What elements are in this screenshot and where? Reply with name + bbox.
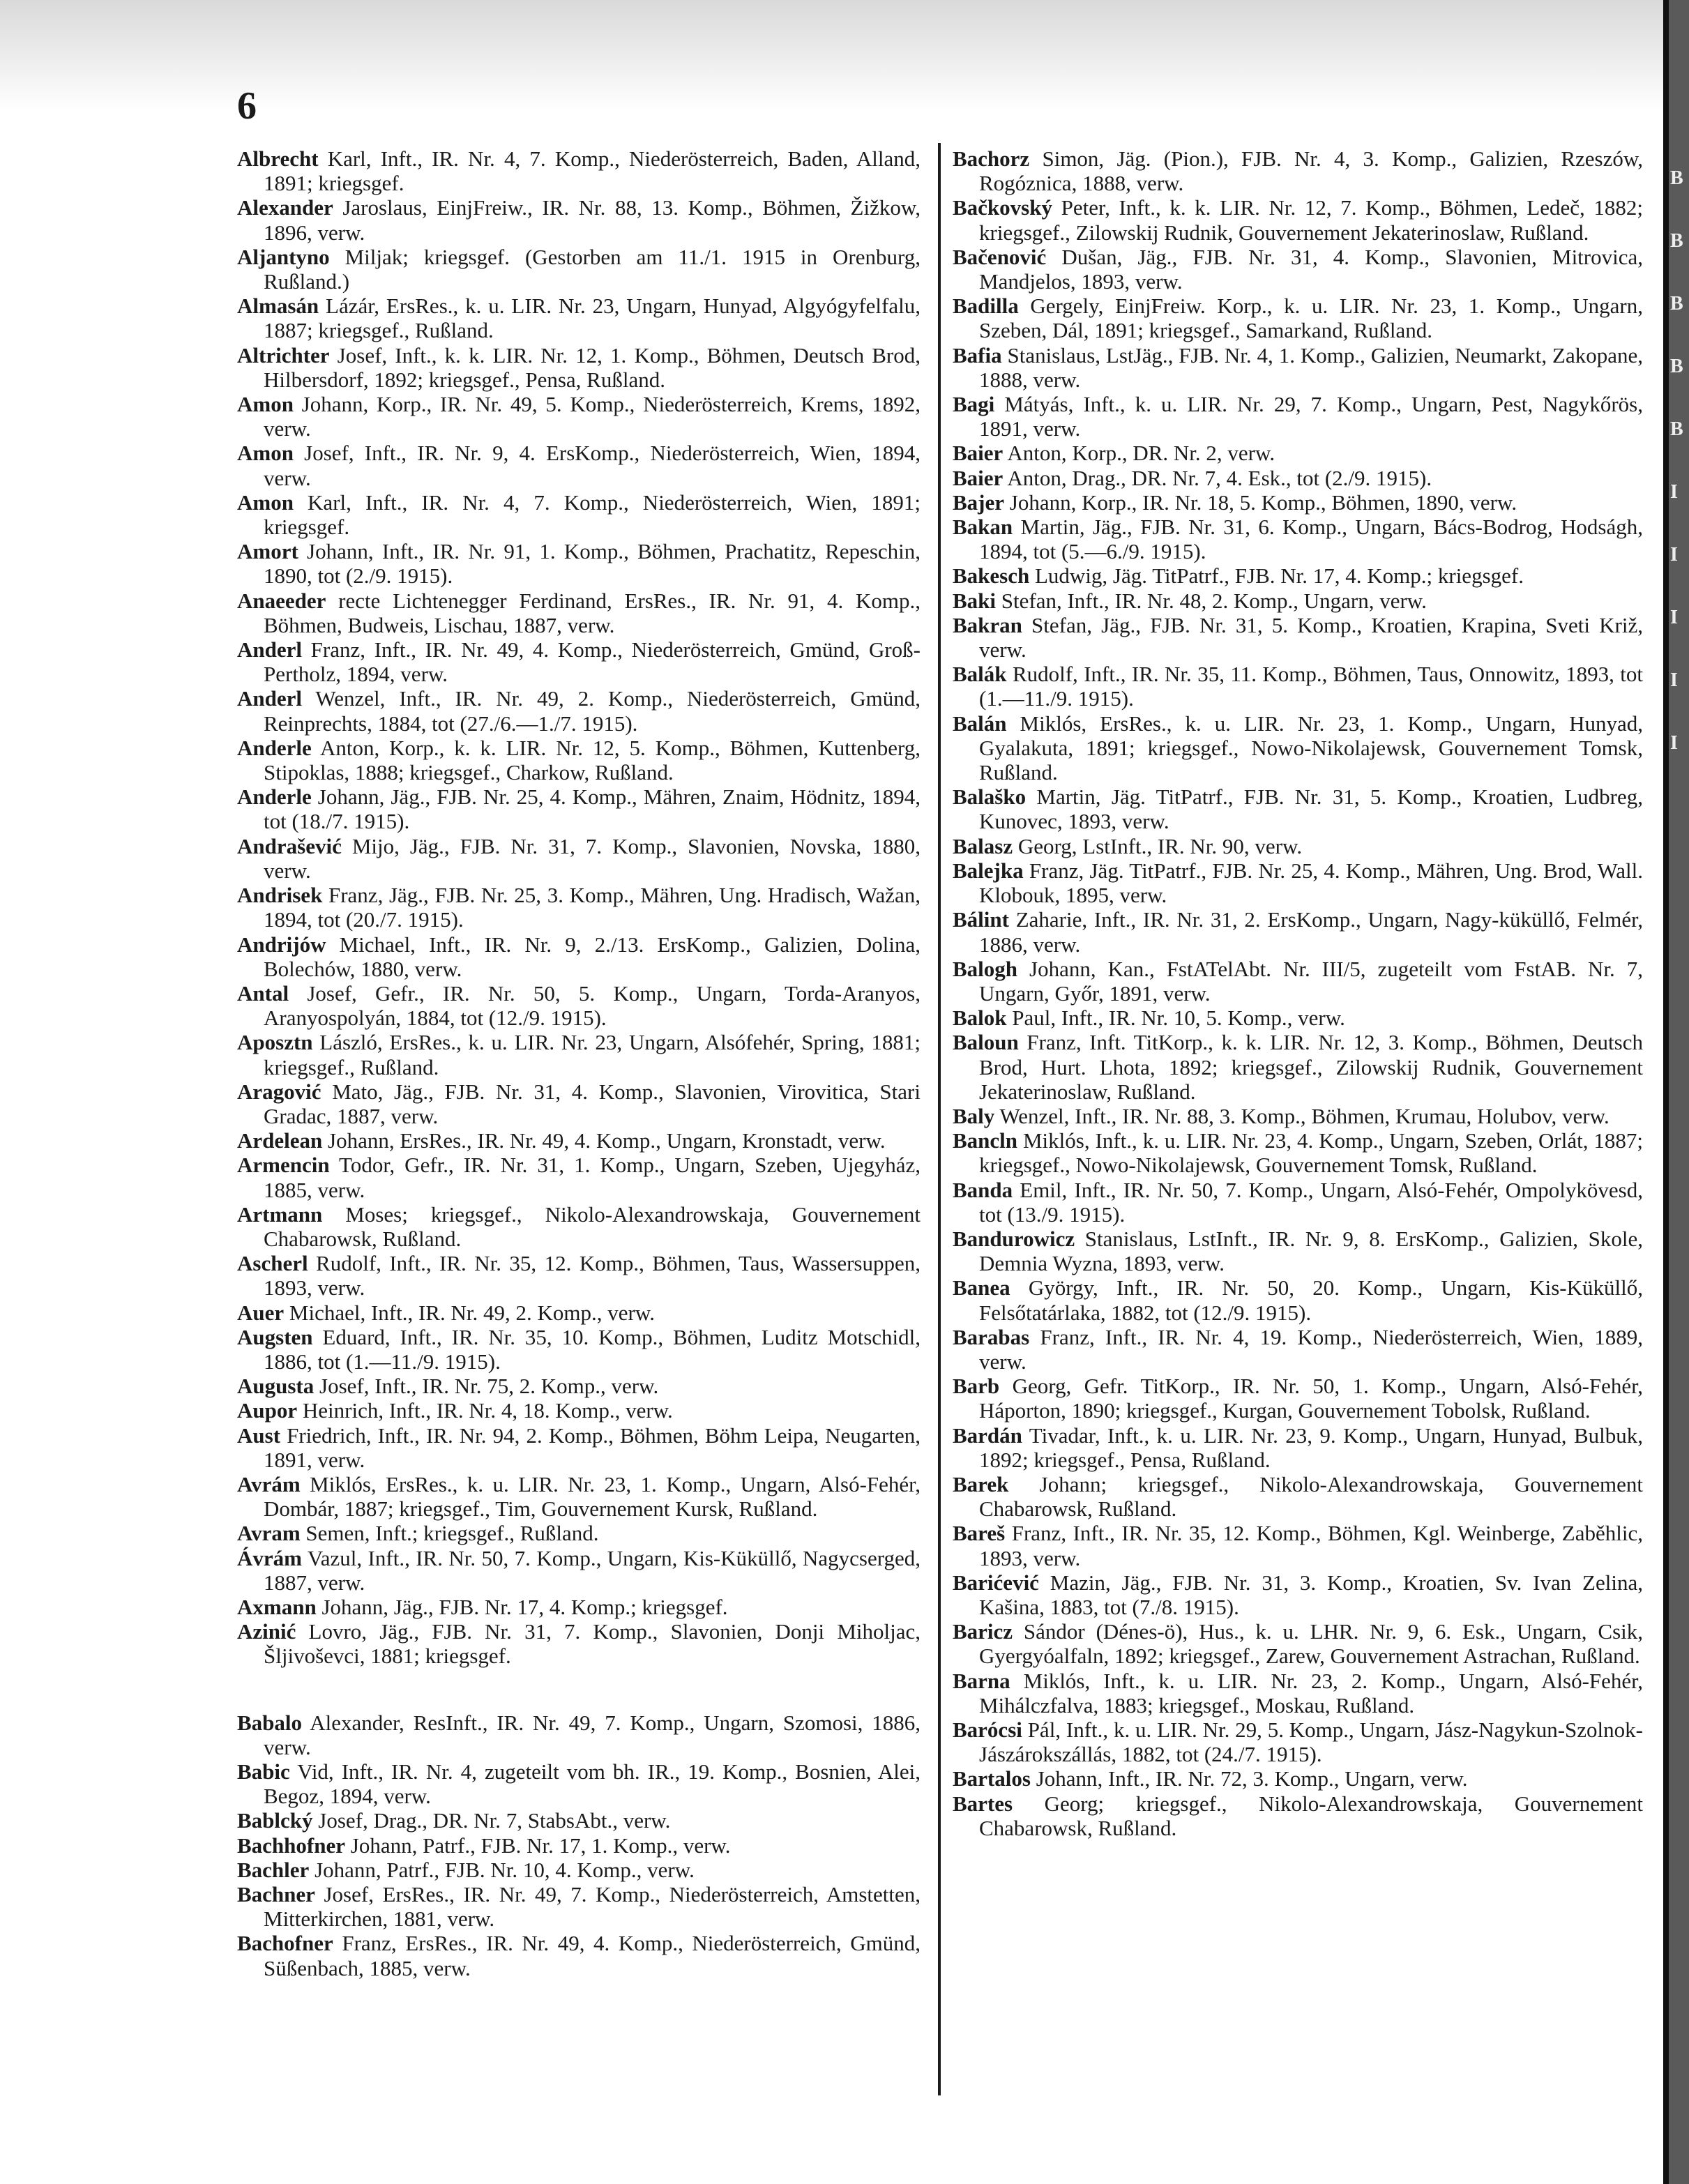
entry-surname: Bakan [953, 515, 1013, 540]
edge-letter: I [1670, 544, 1678, 566]
left-column [237, 146, 921, 1980]
entry-surname: Badilla [953, 294, 1019, 319]
register-entry [237, 1079, 921, 1128]
entry-details: Todor, Gefr., IR. Nr. 31, 1. Komp., Ungarn, Szeben, Ujegyház, 1885, verw. [264, 1153, 921, 1202]
entry-details: Zaharie, Inft., IR. Nr. 31, 2. ErsKomp., Ungarn, Nagy-küküllő, Felmér, 1886, verw. [979, 907, 1643, 957]
entry-details: Ludwig, Jäg. TitPatrf., FJB. Nr. 17, 4. Komp.; kriegsgef. [1029, 563, 1524, 589]
register-entry [953, 1669, 1643, 1717]
entry-details: Simon, Jäg. (Pion.), FJB. Nr. 4, 3. Komp., Galizien, Rzeszów, Rogóznica, 1888, verw. [979, 146, 1643, 196]
entry-details: Karl, Inft., IR. Nr. 4, 7. Komp., Niederösterreich, Baden, Alland, 1891; kriegsgef. [264, 146, 921, 196]
register-entry [237, 1398, 921, 1423]
entry-surname: Balok [953, 1006, 1007, 1031]
entry-details: Josef, Gefr., IR. Nr. 50, 5. Komp., Ungarn, Torda-Aranyos, Aranyospolyán, 1884, tot (12./9. 1915). [264, 980, 921, 1031]
entry-surname: Baki [953, 588, 997, 613]
entry-details: Tivadar, Inft., k. u. LIR. Nr. 23, 9. Komp., Ungarn, Hunyad, Bulbuk, 1892; kriegsgef., Pensa, Rußland. [979, 1423, 1643, 1472]
entry-details: Franz, Inft., IR. Nr. 49, 4. Komp., Niederösterreich, Gmünd, Groß-Pertholz, 1894, verw. [264, 637, 921, 687]
entry-surname: Aposztn [237, 1030, 313, 1055]
entry-details: Mato, Jäg., FJB. Nr. 31, 4. Komp., Slavonien, Virovitica, Stari Gradac, 1887, verw. [264, 1079, 921, 1128]
register-entry [237, 589, 921, 637]
register-entry [237, 195, 921, 244]
entry-surname: Avrám [237, 1471, 301, 1496]
entry-surname: Augsten [237, 1324, 313, 1349]
register-entry [237, 883, 921, 932]
register-entry [237, 1423, 921, 1472]
register-entry [237, 1202, 921, 1251]
edge-letter: B [1670, 230, 1683, 252]
register-entry [953, 1178, 1643, 1227]
entry-surname: Barna [953, 1668, 1010, 1693]
register-entry [953, 1472, 1643, 1521]
entry-surname: Almasán [237, 294, 319, 319]
entry-details: Miklós, ErsRes., k. u. LIR. Nr. 23, 1. Komp., Ungarn, Hunyad, Gyalakuta, 1891; kriegsgef., Nowo-Nikolajewsk, Gouvernement Tomsk, Rußland. [979, 711, 1643, 785]
entry-surname: Balák [953, 662, 1007, 687]
entry-surname: Aust [237, 1423, 281, 1448]
entry-details: Josef, Inft., k. k. LIR. Nr. 12, 1. Komp., Böhmen, Deutsch Brod, Hilbersdorf, 1892; kriegsgef., Pensa, Rußland. [264, 342, 921, 392]
register-entry [953, 858, 1643, 907]
entry-surname: Bancln [953, 1128, 1018, 1153]
entry-details: Johann, Patrf., FJB. Nr. 10, 4. Komp., verw. [309, 1857, 695, 1882]
entry-surname: Andrisek [237, 883, 323, 908]
register-entry [953, 1374, 1643, 1423]
entry-surname: Bartalos [953, 1766, 1031, 1791]
entry-surname: Babic [237, 1759, 290, 1784]
register-entry [237, 1711, 921, 1759]
register-entry [237, 1546, 921, 1595]
entry-details: Stefan, Jäg., FJB. Nr. 31, 5. Komp., Kroatien, Krapina, Sveti Križ, verw. [979, 612, 1643, 662]
entry-surname: Bálint [953, 907, 1009, 932]
entry-surname: Antal [237, 980, 289, 1006]
register-entry [953, 1227, 1643, 1275]
entry-details: Karl, Inft., IR. Nr. 4, 7. Komp., Niederösterreich, Wien, 1891; kriegsgef. [264, 490, 921, 540]
entry-details: Stanislaus, LstInft., IR. Nr. 9, 8. ErsKomp., Galizien, Skole, Demnia Wyzna, 1893, verw. [979, 1226, 1643, 1276]
page-number: 6 [237, 84, 257, 128]
register-entry [953, 466, 1643, 490]
entry-surname: Ávrám [237, 1545, 302, 1570]
entry-surname: Bachorz [953, 146, 1030, 171]
entry-surname: Balogh [953, 956, 1018, 981]
column-divider [938, 143, 941, 2095]
entry-surname: Augusta [237, 1374, 315, 1399]
entry-surname: Baier [953, 465, 1003, 490]
entry-surname: Ascherl [237, 1251, 308, 1276]
entry-surname: Bačkovský [953, 195, 1052, 220]
register-entry [953, 662, 1643, 711]
entry-details: Semen, Inft.; kriegsgef., Rußland. [300, 1521, 599, 1546]
entry-surname: Azinić [237, 1619, 296, 1644]
entry-details: Friedrich, Inft., IR. Nr. 94, 2. Komp., Böhmen, Böhm Leipa, Neugarten, 1891, verw. [264, 1423, 921, 1472]
edge-letter: I [1670, 481, 1678, 503]
register-entry [953, 195, 1643, 244]
register-entry [237, 1300, 921, 1325]
entry-details: Rudolf, Inft., IR. Nr. 35, 12. Komp., Böhmen, Taus, Wassersuppen, 1893, verw. [264, 1251, 921, 1300]
entry-surname: Alexander [237, 195, 333, 220]
register-entry [237, 392, 921, 441]
register-entry [237, 1325, 921, 1374]
register-entry [237, 1472, 921, 1521]
entry-surname: Aupor [237, 1398, 298, 1423]
entry-surname: Altrichter [237, 342, 330, 367]
entry-surname: Baloun [953, 1030, 1019, 1055]
entry-surname: Bakesch [953, 563, 1030, 589]
entry-surname: Artmann [237, 1201, 323, 1227]
register-entry [237, 294, 921, 342]
entry-surname: Bagi [953, 392, 995, 417]
entry-details: Josef, ErsRes., IR. Nr. 49, 7. Komp., Niederösterreich, Amstetten, Mitterkirchen, 1881, verw. [264, 1882, 921, 1932]
register-entry [237, 1595, 921, 1619]
entry-details: Johann, Jäg., FJB. Nr. 17, 4. Komp.; kriegsgef. [316, 1594, 728, 1619]
next-page-edge-rule [1663, 0, 1669, 2184]
register-entry [953, 613, 1643, 662]
register-entry [953, 441, 1643, 465]
register-entry [237, 784, 921, 833]
register-entry [953, 1619, 1643, 1668]
register-entry [237, 1808, 921, 1833]
entry-details: Johann, Jäg., FJB. Nr. 25, 4. Komp., Mähren, Znaim, Hödnitz, 1894, tot (18./7. 1915). [264, 784, 921, 834]
register-entry [953, 1717, 1643, 1766]
entry-surname: Anderle [237, 735, 312, 760]
edge-letter: B [1670, 356, 1683, 377]
entry-surname: Barek [953, 1471, 1009, 1496]
entry-details: Franz, Inft. TitKorp., k. k. LIR. Nr. 12, 3. Komp., Böhmen, Deutsch Brod, Hurt. Lhota, 1892; kriegsgef., Zilowskij Rudnik, Gouvernement Jekaterinoslaw, Rußland. [979, 1030, 1643, 1104]
entry-details: Johann, Kan., FstATelAbt. Nr. III/5, zugeteilt vom FstAB. Nr. 7, Ungarn, Győr, 1891, verw. [979, 956, 1643, 1006]
edge-letter: I [1670, 607, 1678, 628]
entry-details: Emil, Inft., IR. Nr. 50, 7. Komp., Ungarn, Alsó-Fehér, Ompolykövesd, tot (13./9. 1915). [979, 1177, 1643, 1227]
register-entry [237, 736, 921, 784]
entry-details: Josef, Drag., DR. Nr. 7, StabsAbt., verw. [312, 1808, 671, 1833]
entry-surname: Bajer [953, 490, 1005, 515]
entry-details: Anton, Korp., k. k. LIR. Nr. 12, 5. Komp., Böhmen, Kuttenberg, Stipoklas, 1888; kriegsgef., Charkow, Rußland. [264, 735, 921, 785]
entry-surname: Armencin [237, 1153, 330, 1178]
entry-details: Franz, Jäg. TitPatrf., FJB. Nr. 25, 4. Komp., Mähren, Ung. Brod, Wall. Klobouk, 1895, verw. [979, 858, 1643, 908]
entry-surname: Barb [953, 1374, 1000, 1399]
entry-surname: Banda [953, 1177, 1013, 1202]
entry-surname: Bablcký [237, 1808, 313, 1833]
edge-letter: B [1670, 167, 1683, 189]
entry-surname: Bačenović [953, 244, 1047, 269]
register-entry [953, 1325, 1643, 1374]
register-entry [237, 932, 921, 981]
entry-surname: Balaško [953, 784, 1027, 810]
entry-details: Lovro, Jäg., FJB. Nr. 31, 7. Komp., Slavonien, Donji Miholjac, Šljivoševci, 1881; kriegsgef. [264, 1619, 921, 1669]
register-entry [953, 957, 1643, 1006]
register-entry [237, 1759, 921, 1808]
entry-surname: Andrijów [237, 932, 326, 957]
register-entry [953, 146, 1643, 195]
entry-surname: Bakran [953, 612, 1022, 637]
entry-details: Pál, Inft., k. u. LIR. Nr. 29, 5. Komp., Ungarn, Jász-Nagykun-Szolnok-Jászárokszállás, 1882, tot (24./7. 1915). [979, 1717, 1643, 1767]
entry-surname: Aragović [237, 1079, 321, 1104]
entry-surname: Baricz [953, 1619, 1013, 1644]
register-entry [953, 589, 1643, 613]
entry-surname: Axmann [237, 1594, 317, 1619]
entry-details: Heinrich, Inft., IR. Nr. 4, 18. Komp., verw. [297, 1398, 673, 1423]
entry-details: Stefan, Inft., IR. Nr. 48, 2. Komp., Ungarn, verw. [996, 588, 1427, 613]
entry-details: Miklós, Inft., k. u. LIR. Nr. 23, 4. Komp., Ungarn, Szeben, Orlát, 1887; kriegsgef., Nowo-Nikolajewsk, Gouvernement Tomsk, Rußland. [979, 1128, 1643, 1178]
entry-surname: Banea [953, 1275, 1010, 1300]
entry-details: Paul, Inft., IR. Nr. 10, 5. Komp., verw. [1006, 1006, 1345, 1031]
register-entry [953, 490, 1643, 515]
entry-details: Franz, Jäg., FJB. Nr. 25, 3. Komp., Mähren, Ung. Hradisch, Wažan, 1894, tot (20./7. 1915). [264, 883, 921, 932]
register-entry [237, 1882, 921, 1931]
entry-surname: Bandurowicz [953, 1226, 1075, 1251]
register-entry [953, 343, 1643, 392]
entry-surname: Avram [237, 1521, 301, 1546]
register-entry [237, 146, 921, 195]
register-entry [953, 515, 1643, 563]
entry-details: Lázár, ErsRes., k. u. LIR. Nr. 23, Ungarn, Hunyad, Algyógyfelfalu, 1887; kriegsgef., Rußland. [264, 294, 921, 343]
register-entry [237, 1153, 921, 1201]
register-entry [953, 834, 1643, 858]
entry-surname: Bachler [237, 1857, 310, 1882]
entry-surname: Bachner [237, 1882, 315, 1907]
register-entry [237, 686, 921, 735]
right-column [953, 146, 1643, 1840]
entry-surname: Ardelean [237, 1128, 323, 1153]
entry-details: László, ErsRes., k. u. LIR. Nr. 23, Ungarn, Alsófehér, Spring, 1881; kriegsgef., Rußland. [264, 1030, 921, 1079]
entry-surname: Andrašević [237, 833, 342, 858]
entry-details: Martin, Jäg. TitPatrf., FJB. Nr. 31, 5. Komp., Kroatien, Ludbreg, Kunovec, 1893, verw. [979, 784, 1643, 834]
entry-details: Franz, Inft., IR. Nr. 35, 12. Komp., Böhmen, Kgl. Weinberge, Zaběhlic, 1893, verw. [979, 1521, 1643, 1570]
register-entry [953, 1128, 1643, 1177]
register-entry [953, 1275, 1643, 1324]
register-entry [953, 711, 1643, 785]
entry-details: Michael, Inft., IR. Nr. 49, 2. Komp., verw. [284, 1300, 655, 1325]
register-entry [237, 490, 921, 539]
register-entry [953, 1766, 1643, 1791]
edge-letter: I [1670, 732, 1678, 754]
register-entry [953, 563, 1643, 588]
register-entry [237, 1251, 921, 1300]
edge-letter: I [1670, 669, 1678, 691]
register-entry [237, 343, 921, 392]
entry-details: Georg; kriegsgef., Nikolo-Alexandrowskaja, Gouvernement Chabarowsk, Rußland. [979, 1791, 1643, 1840]
entry-details: Eduard, Inft., IR. Nr. 35, 10. Komp., Böhmen, Luditz Motschidl, 1886, tot (1.—11./9. 1915). [264, 1324, 921, 1374]
register-entry [953, 1006, 1643, 1030]
entry-details: Georg, LstInft., IR. Nr. 90, verw. [1013, 833, 1303, 858]
entry-details: Jaroslaus, EinjFreiw., IR. Nr. 88, 13. Komp., Böhmen, Žižkow, 1896, verw. [264, 195, 921, 245]
register-entry [953, 1521, 1643, 1570]
entry-details: Gergely, EinjFreiw. Korp., k. u. LIR. Nr. 23, 1. Komp., Ungarn, Szeben, Dál, 1891; kriegsgef., Samarkand, Rußland. [979, 294, 1643, 343]
register-entry [237, 1833, 921, 1858]
edge-letter: B [1670, 293, 1683, 314]
entry-details: Johann; kriegsgef., Nikolo-Alexandrowskaja, Gouvernement Chabarowsk, Rußland. [979, 1471, 1643, 1522]
entry-surname: Amon [237, 441, 294, 466]
entry-details: Vazul, Inft., IR. Nr. 50, 7. Komp., Ungarn, Kis-Küküllő, Nagycserged, 1887, verw. [264, 1545, 921, 1595]
entry-details: Johann, Korp., IR. Nr. 18, 5. Komp., Böhmen, 1890, verw. [1004, 490, 1517, 515]
register-entry [953, 1030, 1643, 1104]
entry-details: Dušan, Jäg., FJB. Nr. 31, 4. Komp., Slavonien, Mitrovica, Mandjelos, 1893, verw. [979, 244, 1643, 294]
register-entry [953, 1423, 1643, 1472]
entry-details: Martin, Jäg., FJB. Nr. 31, 6. Komp., Ungarn, Bács-Bodrog, Hodságh, 1894, tot (5.—6./9. 1915). [979, 515, 1643, 564]
entry-details: György, Inft., IR. Nr. 50, 20. Komp., Ungarn, Kis-Küküllő, Felsőtatárlaka, 1882, tot (12./9. 1915). [979, 1275, 1643, 1325]
entry-details: Anton, Korp., DR. Nr. 2, verw. [1003, 441, 1275, 466]
entry-surname: Bartes [953, 1791, 1013, 1816]
entry-details: Miklós, Inft., k. u. LIR. Nr. 23, 2. Komp., Ungarn, Alsó-Fehér, Mihálczfalva, 1883; kriegsgef., Moskau, Rußland. [979, 1668, 1643, 1717]
entry-surname: Babalo [237, 1710, 303, 1735]
register-entry [953, 1104, 1643, 1128]
entry-details: Mazin, Jäg., FJB. Nr. 31, 3. Komp., Kroatien, Sv. Ivan Zelina, Kašina, 1883, tot (7./8. 1915). [979, 1570, 1643, 1619]
entry-surname: Auer [237, 1300, 285, 1325]
register-entry [237, 1030, 921, 1079]
register-entry [237, 1521, 921, 1545]
register-entry [953, 907, 1643, 956]
entry-details: Peter, Inft., k. k. LIR. Nr. 12, 7. Komp., Böhmen, Ledeč, 1882; kriegsgef., Zilowskij Rudnik, Gouvernement Jekaterinoslaw, Rußland. [979, 195, 1643, 245]
entry-surname: Barabas [953, 1324, 1030, 1349]
entry-details: Miljak; kriegsgef. (Gestorben am 11./1. 1915 in Orenburg, Rußland.) [264, 244, 921, 294]
entry-details: Wenzel, Inft., IR. Nr. 49, 2. Komp., Niederösterreich, Gmünd, Reinprechts, 1884, tot (27./6.—1./7. 1915). [264, 686, 921, 736]
entry-details: Josef, Inft., IR. Nr. 9, 4. ErsKomp., Niederösterreich, Wien, 1894, verw. [264, 441, 921, 490]
entry-details: Johann, Korp., IR. Nr. 49, 5. Komp., Niederösterreich, Krems, 1892, verw. [264, 392, 921, 441]
entry-details: Mátyás, Inft., k. u. LIR. Nr. 29, 7. Komp., Ungarn, Pest, Nagykőrös, 1891, verw. [979, 392, 1643, 441]
entry-surname: Balán [953, 711, 1007, 736]
entry-surname: Bafia [953, 342, 1002, 367]
register-entry [237, 981, 921, 1030]
entry-details: recte Lichtenegger Ferdinand, ErsRes., IR. Nr. 91, 4. Komp., Böhmen, Budweis, Lischau, 1887, verw. [264, 588, 921, 637]
entry-surname: Albrecht [237, 146, 319, 171]
entry-details: Moses; kriegsgef., Nikolo-Alexandrowskaja, Gouvernement Chabarowsk, Rußland. [264, 1201, 921, 1251]
entry-surname: Balejka [953, 858, 1024, 883]
register-entry [237, 1619, 921, 1668]
entry-details: Stanislaus, LstJäg., FJB. Nr. 4, 1. Komp., Galizien, Neumarkt, Zakopane, 1888, verw. [979, 342, 1643, 392]
entry-details: Franz, Inft., IR. Nr. 4, 19. Komp., Niederösterreich, Wien, 1889, verw. [979, 1324, 1643, 1374]
entry-details: Johann, Inft., IR. Nr. 91, 1. Komp., Böhmen, Prachatitz, Repeschin, 1890, tot (2./9. 1915). [264, 539, 921, 589]
entry-surname: Baly [953, 1103, 995, 1128]
entry-surname: Barićević [953, 1570, 1039, 1595]
register-entry [953, 392, 1643, 441]
entry-details: Franz, ErsRes., IR. Nr. 49, 4. Komp., Niederösterreich, Gmünd, Süßenbach, 1885, verw. [264, 1931, 921, 1980]
entry-surname: Amort [237, 539, 298, 564]
entry-details: Rudolf, Inft., IR. Nr. 35, 11. Komp., Böhmen, Taus, Onnowitz, 1893, tot (1.—11./9. 1915). [979, 662, 1643, 711]
entry-surname: Aljantyno [237, 244, 330, 269]
register-entry [953, 245, 1643, 294]
entry-surname: Amon [237, 392, 294, 417]
register-entry [953, 1570, 1643, 1619]
entry-surname: Anderl [237, 686, 302, 711]
entry-surname: Balasz [953, 833, 1013, 858]
register-entry [237, 1931, 921, 1980]
register-entry [953, 1791, 1643, 1840]
entry-surname: Bareš [953, 1521, 1006, 1546]
entry-details: Vid, Inft., IR. Nr. 4, zugeteilt vom bh. IR., 19. Komp., Bosnien, Alei, Begoz, 1894, verw. [264, 1759, 921, 1809]
entry-details: Johann, Inft., IR. Nr. 72, 3. Komp., Ungarn, verw. [1030, 1766, 1468, 1791]
next-page-edge-letters [1670, 167, 1687, 795]
entry-details: Alexander, ResInft., IR. Nr. 49, 7. Komp., Ungarn, Szomosi, 1886, verw. [264, 1710, 921, 1759]
entry-surname: Bardán [953, 1423, 1022, 1448]
entry-surname: Bachofner [237, 1931, 333, 1956]
entry-details: Georg, Gefr. TitKorp., IR. Nr. 50, 1. Komp., Ungarn, Alsó-Fehér, Háporton, 1890; kriegsgef., Kurgan, Gouvernement Tobolsk, Rußland. [979, 1374, 1643, 1423]
entry-details: Josef, Inft., IR. Nr. 75, 2. Komp., verw. [314, 1374, 659, 1399]
register-entry [953, 784, 1643, 833]
register-entry [237, 441, 921, 490]
entry-details: Johann, ErsRes., IR. Nr. 49, 4. Komp., Ungarn, Kronstadt, verw. [322, 1128, 886, 1153]
entry-surname: Barócsi [953, 1717, 1022, 1742]
entry-surname: Anderl [237, 637, 302, 662]
register-entry [237, 1374, 921, 1398]
entry-details: Sándor (Dénes-ö), Hus., k. u. LHR. Nr. 9, 6. Esk., Ungarn, Csik, Gyergyóalfaln, 1892; kriegsgef., Zarew, Gouvernement Astrachan, Rußland. [979, 1619, 1643, 1669]
entry-surname: Amon [237, 490, 294, 515]
register-entry [237, 1128, 921, 1153]
entry-surname: Baier [953, 441, 1003, 466]
entry-details: Anton, Drag., DR. Nr. 7, 4. Esk., tot (2./9. 1915). [1003, 465, 1432, 490]
entry-details: Miklós, ErsRes., k. u. LIR. Nr. 23, 1. Komp., Ungarn, Alsó-Fehér, Dombár, 1887; kriegsgef., Tim, Gouvernement Kursk, Rußland. [264, 1471, 921, 1522]
entry-details: Wenzel, Inft., IR. Nr. 88, 3. Komp., Böhmen, Krumau, Holubov, verw. [994, 1103, 1610, 1128]
register-entry [237, 245, 921, 294]
entry-details: Johann, Patrf., FJB. Nr. 17, 1. Komp., verw. [345, 1833, 731, 1858]
register-entry [237, 637, 921, 686]
register-entry [953, 294, 1643, 342]
entry-details: Michael, Inft., IR. Nr. 9, 2./13. ErsKomp., Galizien, Dolina, Bolechów, 1880, verw. [264, 932, 921, 981]
register-entry [237, 539, 921, 588]
register-entry [237, 1858, 921, 1882]
edge-letter: B [1670, 418, 1683, 440]
entry-surname: Anderle [237, 784, 312, 810]
entry-surname: Anaeeder [237, 588, 326, 613]
entry-surname: Bachhofner [237, 1833, 345, 1858]
entry-details: Mijo, Jäg., FJB. Nr. 31, 7. Komp., Slavonien, Novska, 1880, verw. [264, 833, 921, 883]
register-entry [237, 834, 921, 883]
